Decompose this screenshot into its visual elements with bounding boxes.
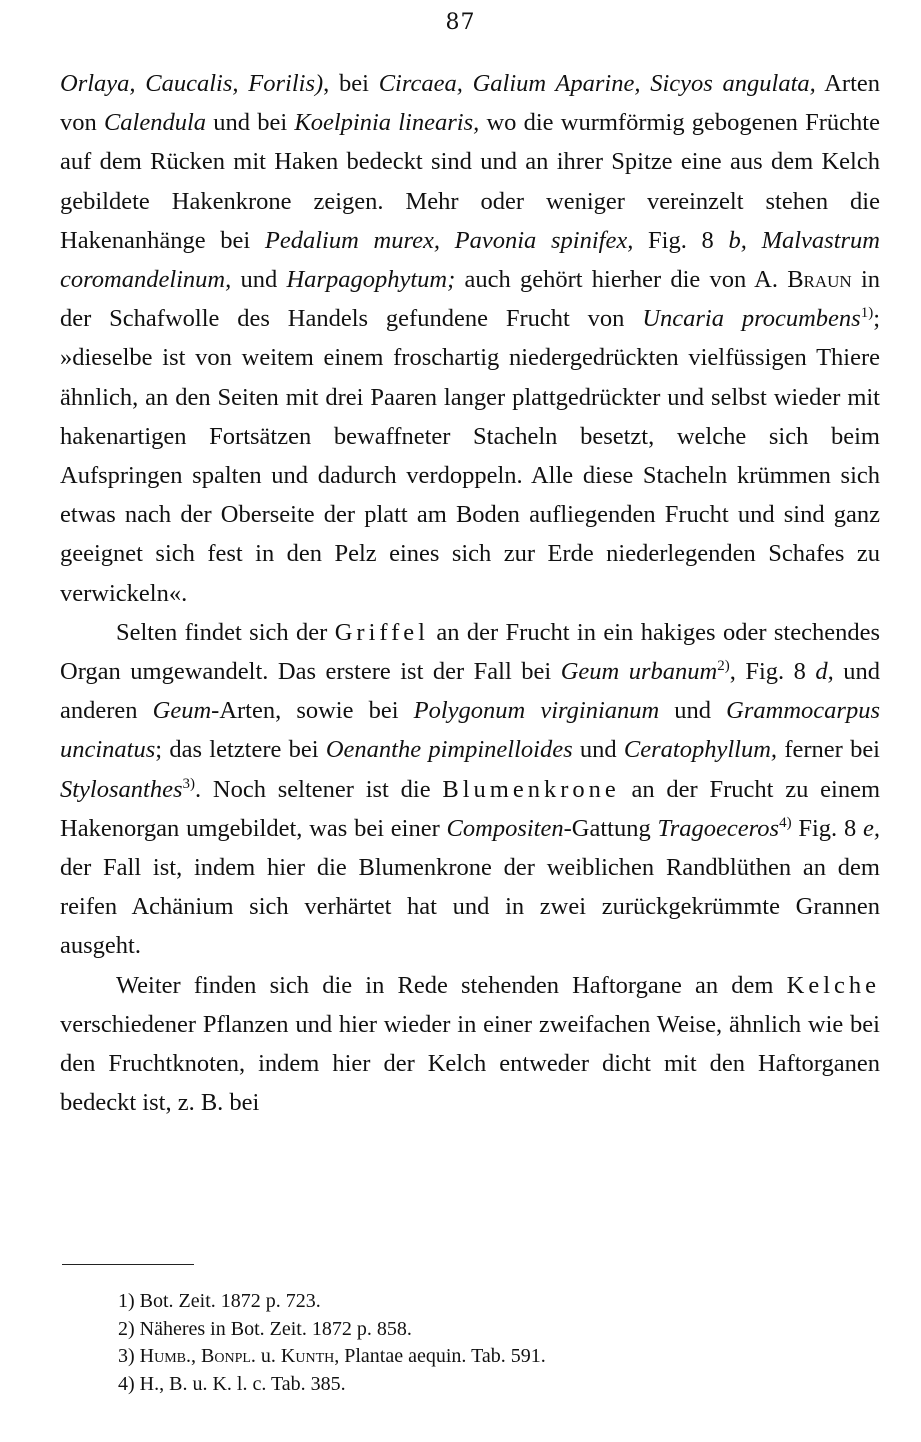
italic-text: Ceratophyllum,	[623, 736, 778, 764]
text-run: der Fall ist, indem hier die Blumenkrone der weiblichen Randblüthen an dem reifen Achänium sich verhärtet hat und in zwei zurückgekrümmte Grannen ausgeht.	[60, 854, 880, 960]
text-run: an der Frucht zu einem Hakenorgan umgebildet, was bei einer	[60, 775, 880, 842]
italic-text: Calendula	[103, 109, 207, 137]
footnotes	[118, 1288, 838, 1398]
text-run: und bei	[206, 109, 295, 137]
text-run: und anderen	[60, 658, 880, 725]
text-run: ,	[191, 1345, 202, 1367]
text-run: 3)	[118, 1345, 140, 1367]
text-run: 4) H., B. u. K. l. c. Tab. 385.	[118, 1372, 346, 1395]
footnote-ref: 4)	[779, 814, 792, 831]
italic-text: Polygonum virginianum	[413, 697, 660, 725]
text-run: und	[231, 266, 287, 294]
text-run: und	[572, 736, 624, 764]
text-run: ; »dieselbe ist von weitem einem froschartig niedergedrückten vielfüssigen Thiere ähnlich, an den Seiten mit drei Paaren langer plattgedrückter und selbst wieder mit hakenartigen Fortsätzen bewaffneter Stacheln besetzt, welche sich beim Aufspringen spalten und dadurch verdoppeln. Alle diese Stacheln krümmen sich etwas nach der Oberseite der platt am Boden aufliegenden Frucht und sind ganz geeignet sich fest in den Pelz eines sich zur Erde niederlegenden Schafes zu verwickeln«.	[60, 305, 881, 607]
text-run: , Fig. 8	[729, 658, 816, 686]
text-run: Fig. 8	[791, 814, 863, 842]
italic-text: Koelpinia linearis,	[294, 109, 480, 137]
text-run: an der Frucht in ein hakiges oder stechendes Organ umgewandelt. Das erstere ist der Fall bei	[60, 618, 880, 686]
footnote-ref: 2)	[717, 657, 730, 674]
text-run: Arten von	[60, 70, 880, 137]
paragraph	[60, 966, 880, 1123]
italic-text: Geum	[152, 697, 212, 725]
italic-text: Harpagophytum;	[286, 266, 456, 294]
text-run: . Noch seltener ist die	[195, 775, 443, 803]
text-run: , Plantae aequin. Tab. 591.	[334, 1345, 546, 1367]
italic-text: Uncaria procumbens	[642, 305, 861, 333]
paragraph	[60, 64, 880, 613]
text-run: auch gehört hierher die von A.	[455, 266, 788, 294]
text-run: -Arten, sowie bei	[211, 697, 414, 725]
footnote	[118, 1316, 838, 1344]
spaced-emphasis: Blumenkrone	[442, 775, 620, 803]
footnote	[118, 1343, 838, 1371]
text-run: in der Schafwolle des Handels gefundene Frucht von	[60, 266, 881, 333]
text-run: wo die wurmförmig gebogenen Früchte auf dem Rücken mit Haken bedeckt sind und an ihrer Spitze eine aus dem Kelch gebildete Hakenkrone zeigen. Mehr oder weniger vereinzelt stehen die Hakenanhänge bei	[60, 109, 880, 254]
text-run: und	[659, 697, 727, 725]
text-run: , bei	[323, 70, 379, 97]
text-run: Selten findet sich der	[116, 618, 335, 646]
footnote	[118, 1371, 838, 1399]
text-run: 1) Bot. Zeit. 1872 p. 723.	[118, 1290, 321, 1312]
small-caps-name: Humb.	[139, 1345, 192, 1367]
italic-text: Stylosanthes	[60, 775, 183, 803]
paragraph	[60, 613, 880, 966]
small-caps-name: Bonpl.	[201, 1345, 256, 1367]
small-caps-name: Kunth	[280, 1345, 335, 1367]
footnote-ref: 3)	[182, 775, 195, 792]
page-number: 87	[445, 10, 476, 35]
footnote	[118, 1288, 838, 1316]
italic-text: Grammocarpus uncinatus	[60, 697, 880, 764]
italic-text: Malvastrum coromandelinum,	[60, 226, 880, 294]
italic-text: Orlaya, Caucalis, Forilis)	[60, 70, 324, 97]
italic-text: Pedalium murex, Pavonia spinifex,	[264, 226, 634, 254]
text-run	[747, 227, 762, 254]
text-run: Fig. 8	[633, 226, 729, 254]
text-run: -Gattung	[563, 814, 658, 842]
italic-text: e,	[863, 814, 880, 842]
italic-text: Circaea, Galium Aparine, Sicyos angulata,	[378, 70, 816, 97]
body-text	[60, 64, 880, 1122]
spaced-emphasis: Griffel	[334, 618, 429, 646]
small-caps-name: Braun	[787, 266, 852, 294]
text-run: ; das letztere bei	[155, 736, 326, 764]
italic-text: Oenanthe pimpinelloides	[325, 736, 573, 764]
text-run: ferner bei	[777, 736, 880, 764]
spaced-emphasis: Kelche	[786, 971, 880, 999]
footnote-divider	[62, 1264, 194, 1265]
text-run: verschiedener Pflanzen und hier wieder in einer zweifachen Weise, ähnlich wie bei den Fruchtknoten, indem hier der Kelch entweder dicht mit den Haftorganen bedeckt ist, z. B. bei	[60, 1010, 880, 1117]
text-run: Weiter finden sich die in Rede stehenden Haftorgane an dem	[116, 971, 787, 999]
text-run: 2) Näheres in Bot. Zeit. 1872 p. 858.	[118, 1317, 412, 1340]
italic-text: Geum urbanum	[560, 658, 718, 686]
text-run: u.	[255, 1345, 281, 1367]
italic-text: Compositen	[446, 814, 564, 842]
italic-text: d,	[815, 658, 834, 686]
footnote-ref: 1)	[860, 305, 874, 322]
italic-text: b,	[728, 226, 747, 254]
italic-text: Tragoeceros	[657, 814, 780, 842]
